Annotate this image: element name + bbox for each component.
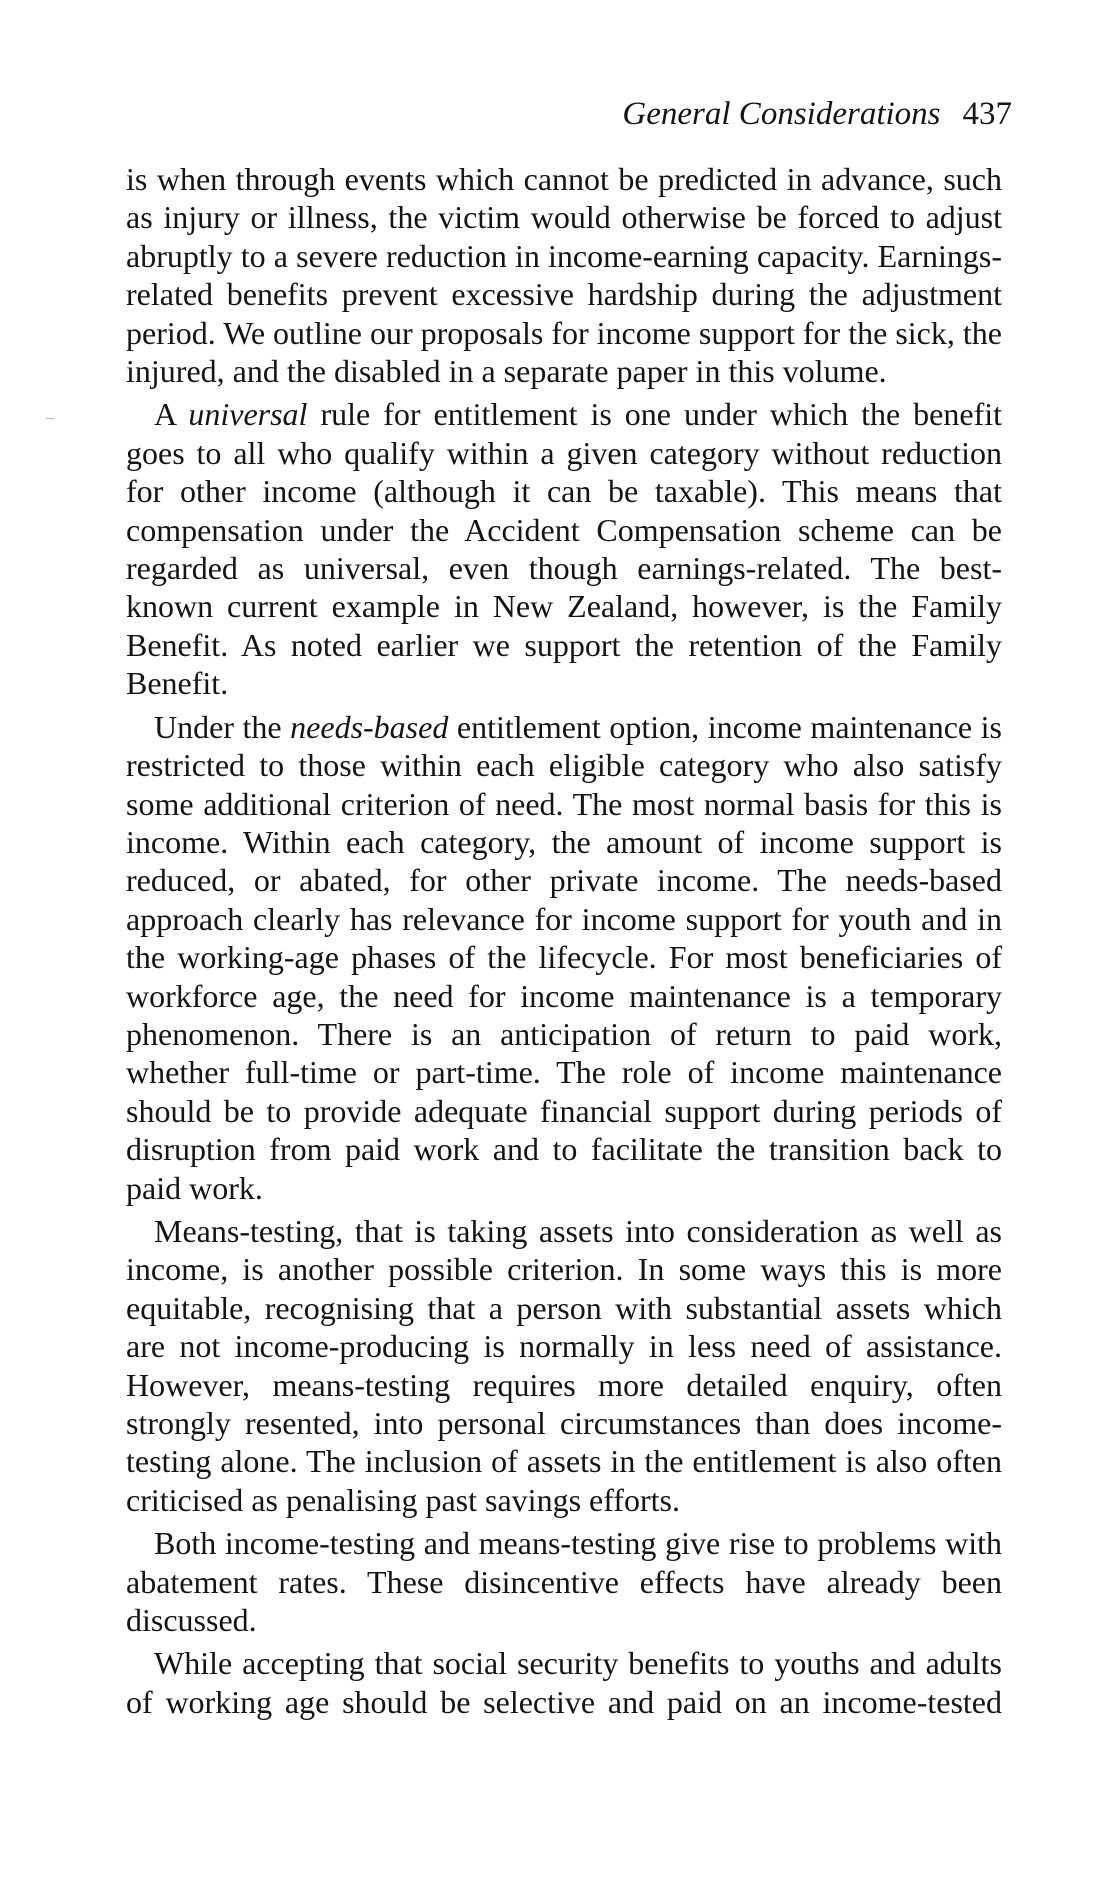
margin-mark bbox=[46, 418, 54, 419]
term-universal: universal bbox=[188, 396, 308, 433]
page-header bbox=[622, 94, 1012, 134]
paragraph-needs-based-lead: Under the bbox=[154, 708, 291, 745]
paragraph-universal-rule-rest: rule for entitlement is one under which the benefit goes to all who qualify within a given category without reduction for other income (although it can be taxable). This means that compensation under the Accident Compensation scheme can be regarded as universal, even though earnings-related. The best-known current example in New Zealand, however, is the Family Benefit. As noted earlier we support the retention of the Family Benefit. bbox=[126, 396, 1002, 702]
paragraph-universal-rule-lead: A bbox=[154, 396, 189, 433]
term-needs-based: needs-based bbox=[290, 708, 449, 745]
paragraph-universal-rule bbox=[126, 395, 1002, 702]
paragraph-selective bbox=[126, 1644, 1002, 1721]
paragraph-1-text: is when through events which cannot be predicted in advance, such as injury or illness, the victim would otherwise be forced to adjust abruptly to a severe reduction in income-earning capacity. Earnings-related benefits prevent excessive hardship during the adjustment period. We outline our proposals for income support for the sick, the injured, and the disabled in a separate paper in this volume. bbox=[126, 161, 1002, 390]
paragraph-needs-based-rest: entitlement option, income maintenance is restricted to those within each eligible category who also satisfy some additional criterion of need. The most normal basis for this is income. Within each category, the amount of income support is reduced, or abated, for other private income. The needs-based approach clearly has relevance for income support for youth and in the working-age phases of the lifecycle. For most beneficiaries of workforce age, the need for income maintenance is a temporary phenomenon. There is an anticipation of return to paid work, whether full-time or part-time. The role of income maintenance should be to provide adequate financial support during periods of disruption from paid work and to facilitate the transition back to paid work. bbox=[126, 708, 1003, 1206]
paragraph-abatement bbox=[126, 1524, 1002, 1639]
paragraph-means-testing-text: Means-testing, that is taking assets into consideration as well as income, is another possible criterion. In some ways this is more equitable, recognising that a person with substantial assets which are not income-producing is normally in less need of assistance. However, means-testing requires more detailed enquiry, often strongly resented, into personal circumstances than does income-testing alone. The inclusion of assets in the entitlement is also often criticised as penalising past savings efforts. bbox=[126, 1212, 1002, 1518]
body-text bbox=[126, 160, 1002, 1726]
paragraph-abatement-text: Both income-testing and means-testing give rise to problems with abatement rates. These disincentive effects have already been discussed. bbox=[126, 1525, 1002, 1639]
paragraph-1 bbox=[126, 160, 1002, 390]
paragraph-selective-text: While accepting that social security benefits to youths and adults of working age should be selective and paid on an income-tested bbox=[126, 1645, 1002, 1720]
paragraph-needs-based bbox=[126, 708, 1002, 1207]
paragraph-means-testing bbox=[126, 1212, 1002, 1519]
page-number: 437 bbox=[962, 96, 1012, 132]
running-title: General Considerations bbox=[622, 96, 941, 132]
